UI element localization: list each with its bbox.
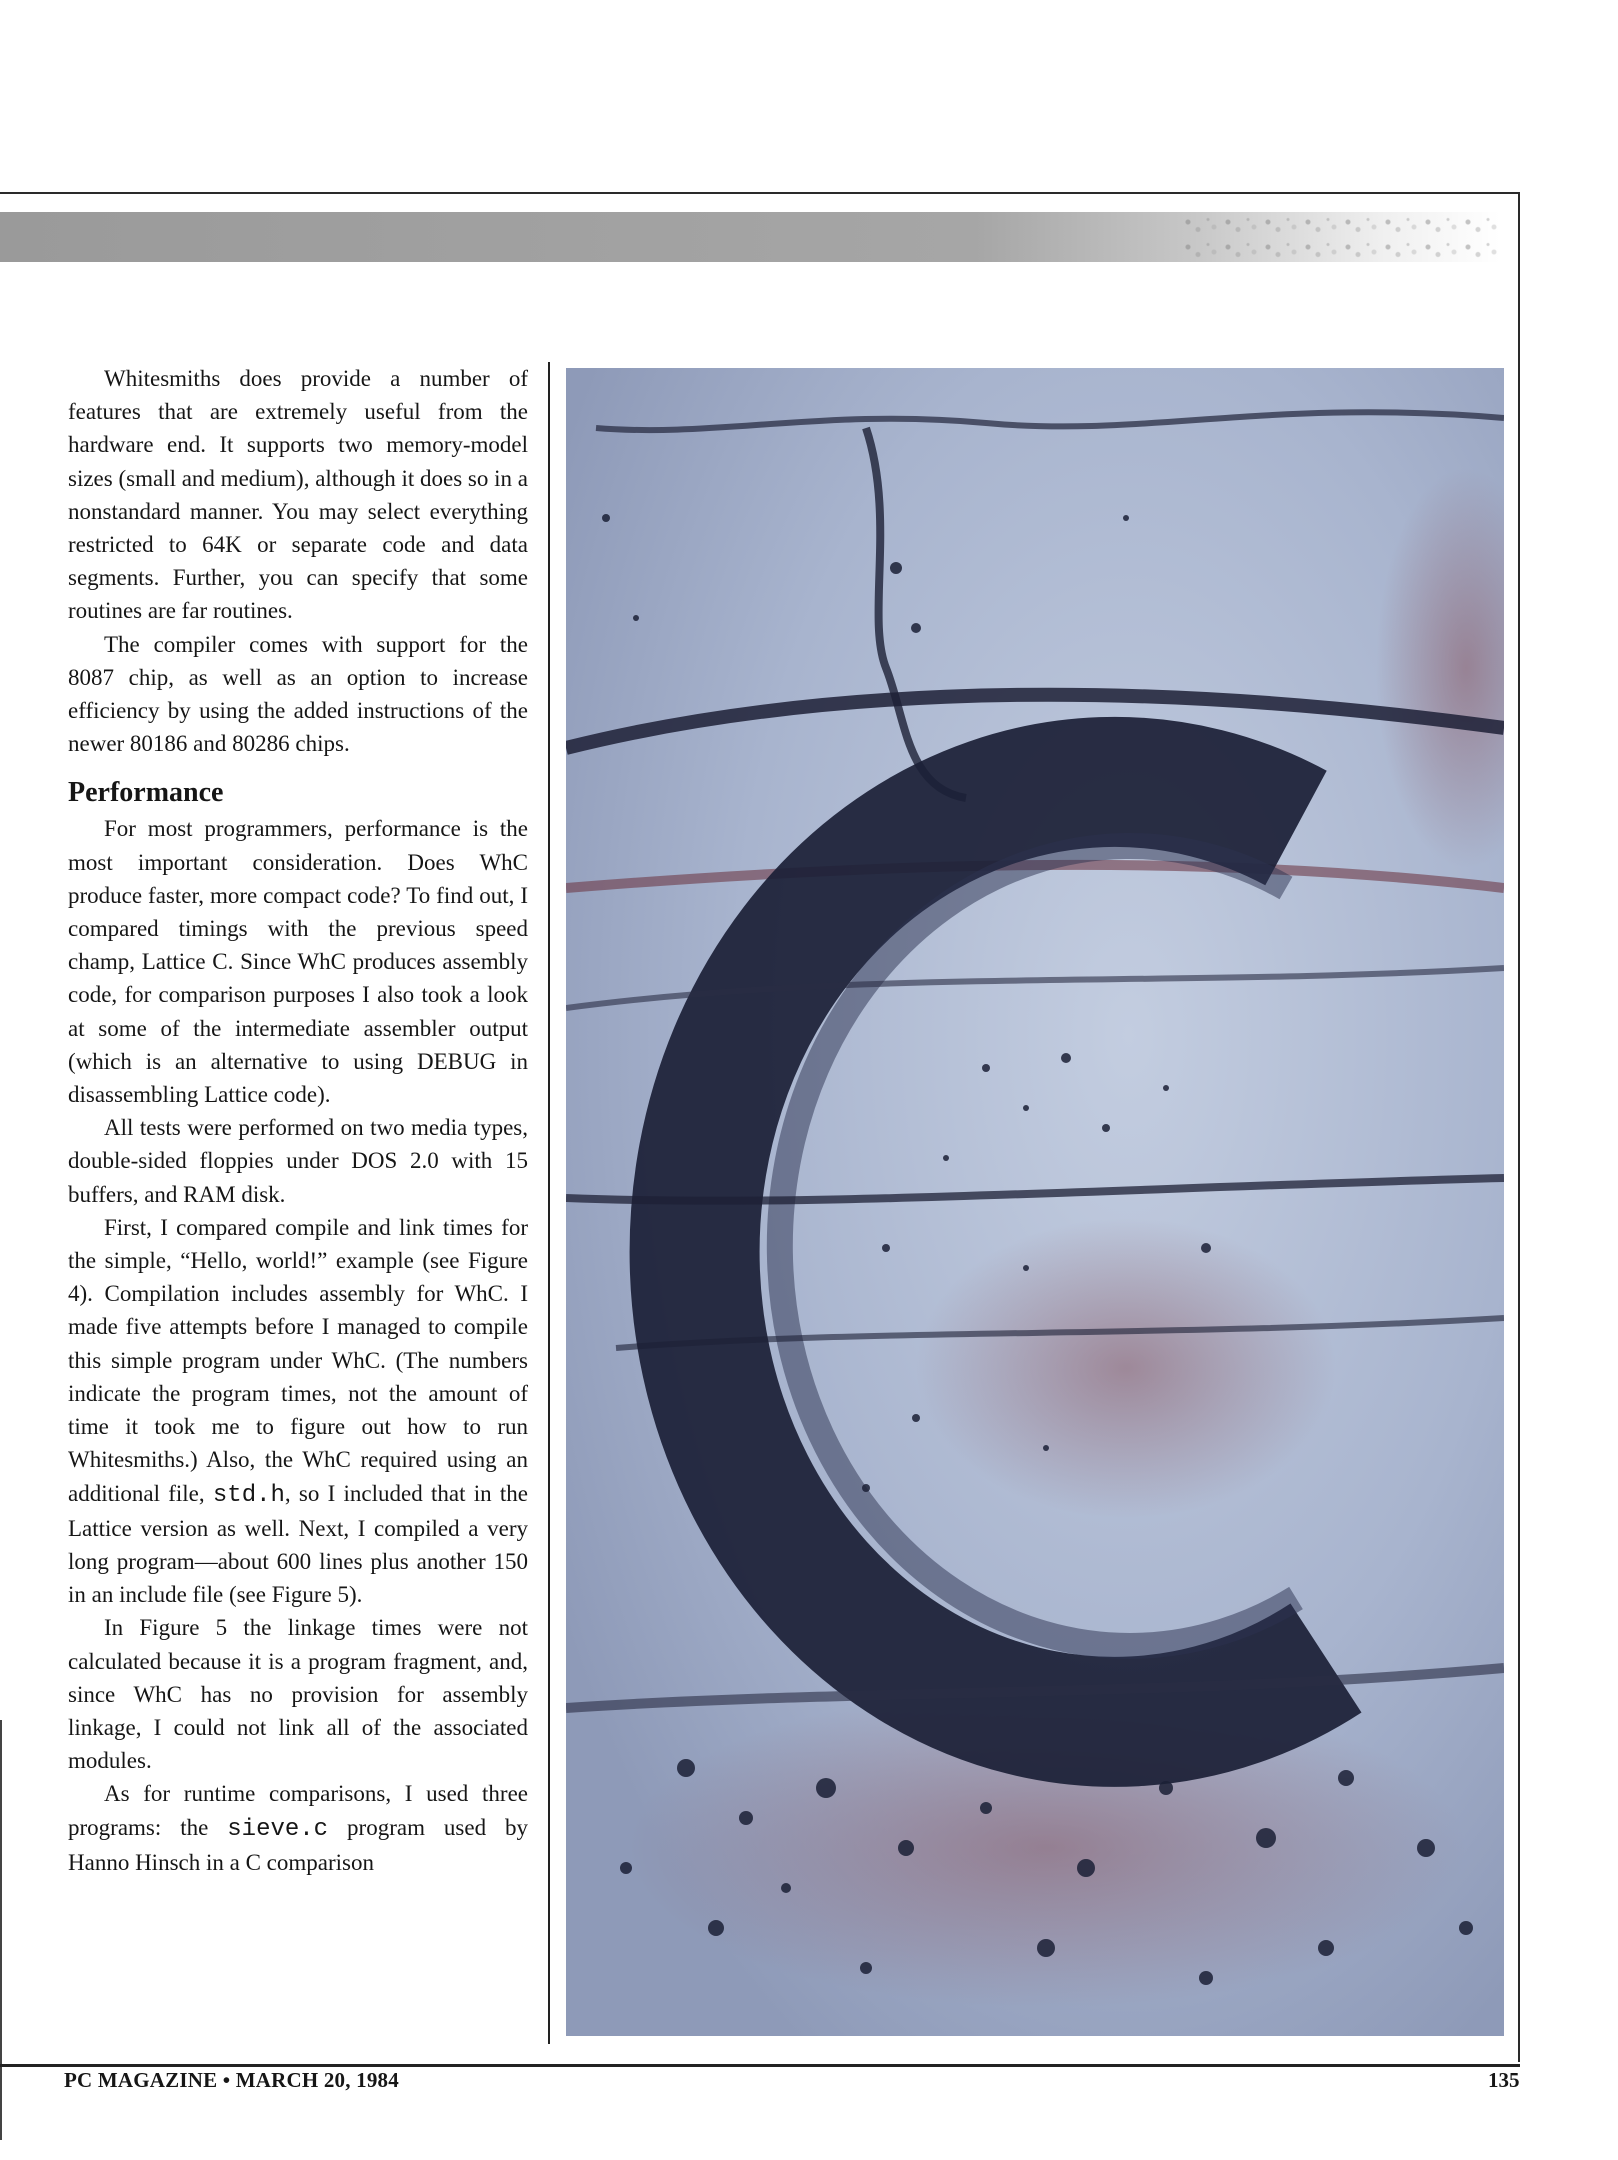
paragraph: All tests were performed on two media types, double-sided floppies under DOS 2.0 with 15 buffers, and RAM disk. [68,1115,528,1207]
paragraph: In Figure 5 the linkage times were not calculated because it is a program fragment, and, since WhC has no provision for assembly linkage, I could not link all of the associated modules. [68,1615,528,1774]
publication-footer: PC MAGAZINE • MARCH 20, 1984 [64,2068,399,2092]
paragraph-text: , so I included that in the Lattice version as well. Next, I compiled a very long program—about 600 lines plus another 150 in an include file (see Figure 5). [68,1480,528,1608]
paragraph [68,1777,528,1879]
page-number: 135 [1488,2068,1520,2092]
top-rule [0,192,1520,194]
left-margin-rule [0,1720,2,2140]
c-letter-photo [566,368,1504,2036]
paragraph: Whitesmiths does provide a number of features that are extremely useful from the hardware end. It supports two memory-model sizes (small and medium), although it does so in a nonstandard manner. You may select everything restricted to 64K or separate code and data segments. Further, you can specify that some routines are far routines. [68,366,528,624]
right-border [1518,192,1520,2062]
paragraph [68,1211,528,1611]
footer-rule [0,2064,1520,2067]
code-filename: sieve.c [227,1815,329,1843]
section-heading: Performance [68,777,224,809]
c-letter-photo-illustration [566,368,1504,2036]
article-text-column [68,362,528,1879]
paragraph: The compiler comes with support for the 8087 chip, as well as an option to increase efficiency by using the added instructions of the newer 80186 and 80286 chips. [68,631,528,757]
column-divider [548,362,550,2044]
paragraph-text: First, I compared compile and link times for the simple, “Hello, world!” example (see Figure 4). Compilation includes assembly for WhC. I made five attempts before I managed to compile this simple program under WhC. (The numbers indicate the program times, not the amount of time it took me to figure out how to run Whitesmiths.) Also, the WhC required using an additional file, [68,1214,528,1506]
paragraph-text: program used by Hanno Hinsch in a C comparison [68,1814,529,1875]
paragraph: For most programmers, performance is the most important consideration. Does WhC produce faster, more compact code? To find out, I compared timings with the previous speed champ, Lattice C. Since WhC produces assembly code, for comparison purposes I also took a look at some of the intermediate assembler output (which is an alternative to using DEBUG in disassembling Lattice code). [68,816,528,1108]
header-band-speckle [1180,212,1500,262]
paragraph-text: As for runtime comparisons, I used three programs: the [68,1781,528,1840]
code-filename: std.h [212,1481,285,1509]
